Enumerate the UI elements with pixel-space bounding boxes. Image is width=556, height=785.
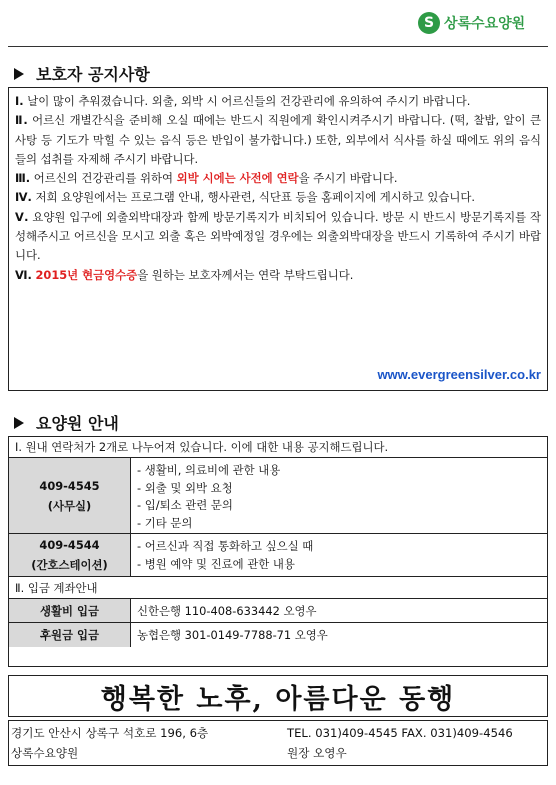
contact-row-office: [9, 458, 547, 534]
account-row-living: [9, 599, 547, 623]
contact-row-nurse-station: [9, 534, 547, 577]
triangle-bullet-icon: [14, 417, 24, 429]
account-value: 농협은행 301-0149-7788-71 오영우: [137, 628, 328, 642]
slogan-text: 행복한 노후, 아름다운 동행: [100, 683, 456, 715]
top-divider: [8, 46, 548, 47]
logo: [418, 8, 548, 38]
footer-address: 경기도 안산시 상록구 석호로 196, 6층: [11, 726, 209, 740]
info-section-title: [14, 411, 119, 434]
footer: [8, 720, 548, 766]
notice-section-title: [14, 62, 150, 85]
logo-text: 상록수요양원: [444, 16, 526, 32]
account-label: 후원금 입금: [9, 623, 131, 647]
phone-number: 409-4544: [39, 538, 100, 552]
account-row-donation: [9, 623, 547, 647]
footer-contact: TEL. 031)409-4545 FAX. 031)409-4546: [287, 726, 513, 740]
info-title: 요양원 안내: [36, 414, 119, 433]
contact-label: [9, 458, 131, 533]
account-value: 신한은행 110-408-633442 오영우: [137, 603, 317, 618]
highlight-text: 2015년 현금영수증: [35, 267, 138, 282]
notice-box: [8, 87, 548, 391]
slogan-banner: [8, 675, 548, 717]
account-label: 생활비 입금: [9, 599, 131, 622]
highlight-text: 외박 시에는 사전에 연락: [176, 171, 299, 186]
contact-label: [9, 534, 131, 576]
notice-item-6: Ⅵ. 2015년 현금영수증을 원하는 보호자께서는 연락 부탁드립니다.: [15, 267, 354, 282]
notice-item-4: Ⅳ. 저희 요양원에서는 프로그램 안내, 행사관련, 식단표 등을 홈페이지에 게시하고 있습니다.: [15, 190, 476, 205]
notice-item-2: Ⅱ. 어르신 개별간식을 준비해 오실 때에는 반드시 직원에게 확인시켜주시기 바랍니다. (떡, 찰밥, 알이 큰 사탕 등 기도가 막힐 수 있는 음식 등은 반입이 불가합니다.) 또한, 외부에서 식사를 하실 때에도 위의 음식들의 섭취를 자제해 주시기 바랍니다.: [15, 113, 541, 166]
footer-director: 원장 오영우: [287, 746, 347, 760]
homepage-link[interactable]: www.evergreensilver.co.kr: [377, 366, 541, 382]
contact-description: - 어르신과 직접 통화하고 싶으실 때 - 병원 예약 및 진료에 관한 내용: [137, 539, 314, 571]
contact-description: - 생활비, 의료비에 관한 내용 - 외출 및 외박 요청 - 입/퇴소 관련 문의 - 기타 문의: [137, 463, 281, 530]
account-header: Ⅱ. 입금 계좌안내: [9, 577, 547, 599]
department-name: (간호스테이션): [31, 558, 108, 572]
notice-title: 보호자 공지사항: [36, 65, 150, 84]
notice-item-1: Ⅰ. 날이 많이 추워졌습니다. 외출, 외박 시 어르신들의 건강관리에 유의하여 주시기 바랍니다.: [15, 94, 471, 108]
notice-item-3: Ⅲ. 어르신의 건강관리를 위하여 외박 시에는 사전에 연락을 주시기 바랍니다.: [15, 171, 398, 186]
notice-item-5: Ⅴ. 요양원 입구에 외출외박대장과 함께 방문기록지가 비치되어 있습니다. 방문 시 반드시 방문기록지를 작성해주시고 어르신을 모시고 외출 혹은 외박예정일 경우에는 외출외박대장을 반드시 기록하여 주시기 바랍니다.: [15, 209, 541, 263]
phone-number: 409-4545: [39, 478, 100, 493]
footer-org: 상록수요양원: [11, 746, 79, 760]
contact-header: Ⅰ. 원내 연락처가 2개로 나누어져 있습니다. 이에 대한 내용 공지해드립니다.: [9, 437, 547, 458]
department-name: (사무실): [47, 498, 92, 513]
logo-mark: S: [418, 12, 440, 34]
triangle-bullet-icon: [14, 68, 24, 80]
info-box: [8, 436, 548, 667]
